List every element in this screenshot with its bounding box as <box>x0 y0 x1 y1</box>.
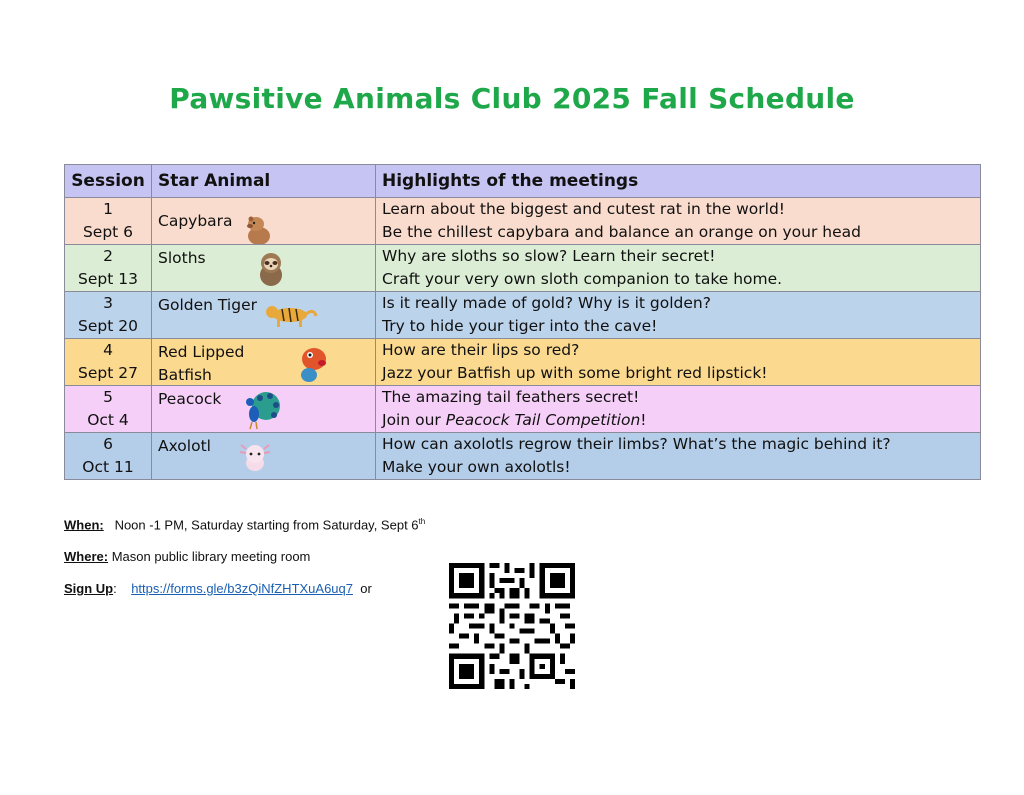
signup-label: Sign Up <box>64 581 114 596</box>
highlight-line: Be the chillest capybara and balance an orange on your head <box>382 223 861 241</box>
animal-cell <box>152 339 376 386</box>
highlights-cell <box>376 198 981 245</box>
table-row <box>65 386 981 433</box>
highlight-line <box>382 409 974 432</box>
animal-name: Sloths <box>158 249 206 267</box>
session-date: Sept 13 <box>78 270 138 288</box>
highlight-line: Jazz your Batfish up with some bright red lipstick! <box>382 364 768 382</box>
highlight-line: Is it really made of gold? Why is it golden? <box>382 294 711 312</box>
when-info <box>64 517 425 532</box>
animal-name: Capybara <box>158 212 233 230</box>
animal-cell <box>152 245 376 292</box>
animal-cell <box>152 198 376 245</box>
highlight-text: Join our <box>382 411 446 429</box>
table-row <box>65 339 981 386</box>
highlights-cell <box>376 339 981 386</box>
animal-cell <box>152 292 376 339</box>
header-highlights: Highlights of the meetings <box>376 165 981 198</box>
batfish-icon <box>298 343 330 385</box>
table-row <box>65 245 981 292</box>
animal-name: Axolotl <box>158 437 211 455</box>
highlight-line: The amazing tail feathers secret! <box>382 388 640 406</box>
axolotl-icon <box>238 441 272 473</box>
animal-cell <box>152 433 376 480</box>
animal-name-line: Red Lipped <box>158 343 245 361</box>
animal-name: Peacock <box>158 390 222 408</box>
capybara-icon <box>242 212 276 245</box>
highlights-cell <box>376 245 981 292</box>
session-cell <box>65 433 152 480</box>
session-number: 1 <box>103 200 113 218</box>
animal-cell <box>152 386 376 433</box>
table-row <box>65 433 981 480</box>
when-suffix: th <box>418 517 426 526</box>
signup-colon: : <box>113 581 117 596</box>
highlight-line: Why are sloths so slow? Learn their secret! <box>382 247 716 265</box>
signup-link[interactable]: https://forms.gle/b3zQiNfZHTXuA6uq7 <box>131 581 353 596</box>
table-header-row <box>65 165 981 198</box>
session-cell <box>65 292 152 339</box>
competition-name: Peacock Tail Competition <box>445 411 641 429</box>
when-text: Noon -1 PM, Saturday starting from Saturday, Sept 6 <box>114 517 419 533</box>
highlights-cell <box>376 386 981 433</box>
session-cell <box>65 339 152 386</box>
session-date: Oct 4 <box>87 411 129 429</box>
highlight-line: Craft your very own sloth companion to take home. <box>382 270 783 288</box>
highlight-text: ! <box>640 411 647 429</box>
highlight-line: Try to hide your tiger into the cave! <box>382 317 658 335</box>
when-label: When: <box>64 517 104 533</box>
highlights-cell <box>376 292 981 339</box>
animal-name: Golden Tiger <box>158 296 257 314</box>
page-title: Pawsitive Animals Club 2025 Fall Schedule <box>169 82 855 115</box>
session-number: 6 <box>103 435 113 453</box>
where-label: Where: <box>64 549 109 564</box>
where-info <box>64 549 310 564</box>
table-row <box>65 292 981 339</box>
table-row <box>65 198 981 245</box>
session-date: Oct 11 <box>82 458 134 476</box>
session-date: Sept 20 <box>78 317 138 335</box>
signup-or: or <box>360 581 372 596</box>
session-cell <box>65 386 152 433</box>
session-cell <box>65 245 152 292</box>
session-date: Sept 27 <box>78 364 138 382</box>
session-number: 5 <box>103 388 113 406</box>
tiger-icon <box>264 302 318 328</box>
animal-name-line: Batfish <box>158 366 212 384</box>
qr-code-image[interactable] <box>449 563 575 689</box>
header-session: Session <box>65 165 152 198</box>
signup-info <box>64 581 372 596</box>
sloth-icon <box>256 251 286 287</box>
highlight-line: Make your own axolotls! <box>382 458 571 476</box>
highlight-line: Learn about the biggest and cutest rat in the world! <box>382 200 786 218</box>
peacock-icon <box>238 388 282 430</box>
session-date: Sept 6 <box>82 223 134 241</box>
highlight-line: How can axolotls regrow their limbs? What’s the magic behind it? <box>382 435 891 453</box>
animal-name <box>158 341 244 386</box>
session-cell <box>65 198 152 245</box>
highlights-cell <box>376 433 981 480</box>
where-text: Mason public library meeting room <box>111 549 311 564</box>
schedule-table <box>64 164 981 480</box>
session-number: 3 <box>103 294 113 312</box>
highlight-line: How are their lips so red? <box>382 341 580 359</box>
session-number: 4 <box>103 341 113 359</box>
session-number: 2 <box>103 247 113 265</box>
header-star-animal: Star Animal <box>152 165 376 198</box>
